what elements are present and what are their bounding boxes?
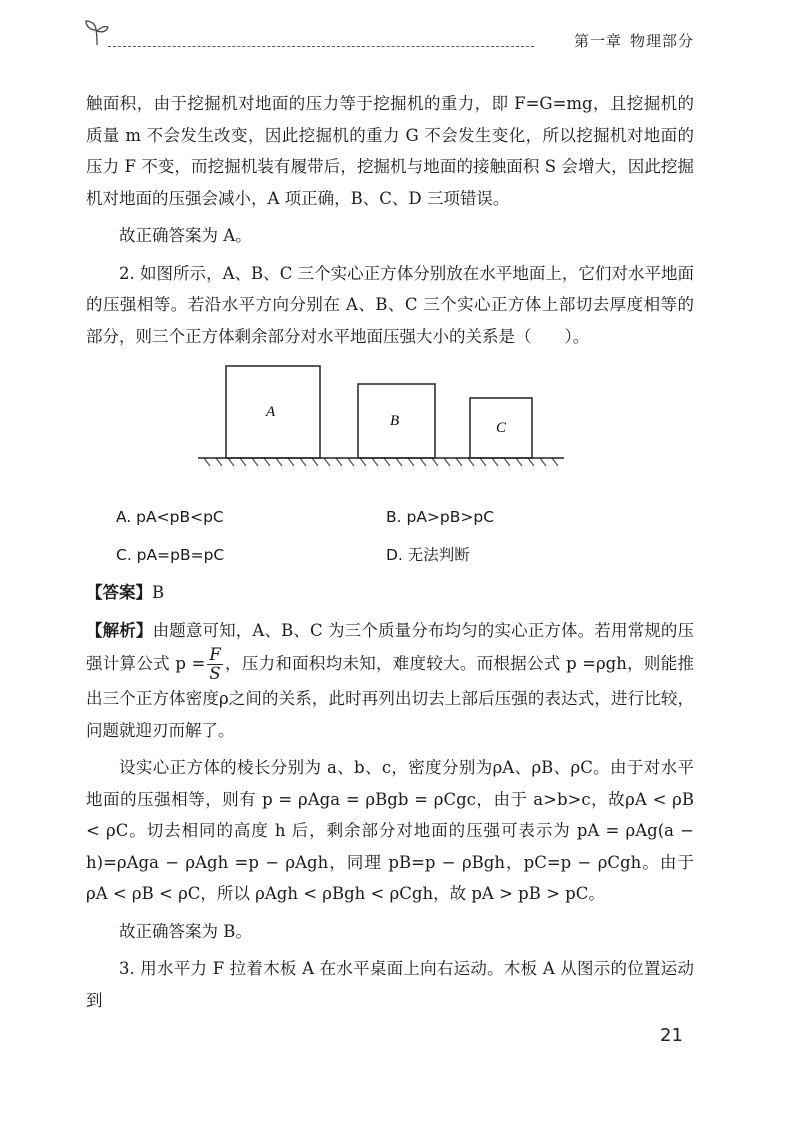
analysis-label: 【解析】	[86, 620, 153, 640]
option-c: C. pA=pB=pC	[116, 545, 225, 564]
option-b: B. pA>pB>pC	[386, 508, 495, 526]
header-rule	[108, 46, 534, 47]
header-chapter: 第一章	[573, 32, 622, 50]
pressure-fraction	[207, 646, 222, 683]
option-d: D. 无法判断	[386, 545, 470, 564]
cube-b-label: B	[390, 413, 400, 429]
cubes-diagram	[86, 362, 694, 502]
page-header	[84, 16, 694, 56]
fraction-denominator: S	[209, 664, 221, 683]
cubes-figure	[86, 362, 694, 502]
answer-line	[86, 577, 694, 609]
page-body	[86, 88, 694, 1016]
options	[86, 502, 694, 571]
header-title	[566, 30, 694, 51]
option-a: A. pA<pB<pC	[116, 508, 224, 526]
paragraph-continuation: 触面积，由于挖掘机对地面的压力等于挖掘机的重力，即 F=G=mg，且挖掘机的质量 m 不会发生改变，因此挖掘机的重力 G 不会发生变化，所以挖掘机对地面的压力 F 不变，而挖掘机装有履带后，挖掘机与地面的接触面积 S 会增大，因此挖掘机对地面的压强会减小，A 项正确，B、C、D 三项错误。	[86, 94, 694, 208]
analysis-line-1: 由题意可知，A、B、C 为三个质量分布均匀的实心正方体。若用常规的压强计算公式 p =	[86, 620, 695, 673]
analysis-line-2: ，压力和面积均未知，难度较大。而根据公式 p =ρgh，则能推出三个正方体密度ρ之间的关系，此时再列出切去上部后压强的表达式，进行比较，问题就迎刃而解了。	[86, 654, 694, 740]
question-3: 3. 用水平力 F 拉着木板 A 在水平桌面上向右运动。木板 A 从图示的位置运动到	[86, 959, 694, 1010]
answer-2: 故正确答案为 B。	[119, 921, 252, 941]
sprout-icon	[84, 18, 110, 46]
header-section: 物理部分	[629, 32, 694, 50]
page-number: 21	[660, 1025, 683, 1046]
answer-1: 故正确答案为 A。	[119, 226, 252, 245]
ground-hatch	[204, 458, 558, 466]
cube-a-label: A	[266, 404, 276, 420]
cube-c-label: C	[496, 420, 507, 436]
answer-value: B	[152, 583, 165, 602]
question-2: 2. 如图所示，A、B、C 三个实心正方体分别放在水平地面上，它们对水平地面的压强相等。若沿水平方向分别在 A、B、C 三个实心正方体上部切去厚度相等的部分，则三个正方体剩余部分对水平地面压强大小的关系是（ ）。	[86, 263, 694, 346]
fraction-numerator: F	[209, 645, 221, 664]
derivation-paragraph: 设实心正方体的棱长分别为 a、b、c，密度分别为ρA、ρB、ρC。由于对水平地面的压强相等，则有 p = ρAga = ρBgb = ρCgc，由于 a>b>c，故ρA < ρB < ρC。切去相同的高度 h 后，剩余部分对地面的压强可表示为 pA = ρAg(a − h)=ρAga − ρAgh =p − ρAgh，同理 pB=p − ρBgh，pC=p − ρCgh。由于 ρA < ρB < ρC，所以 ρAgh < ρBgh < ρCgh，故 pA > pB > pC。	[86, 758, 694, 903]
answer-label: 【答案】	[86, 583, 152, 602]
analysis	[86, 615, 694, 747]
